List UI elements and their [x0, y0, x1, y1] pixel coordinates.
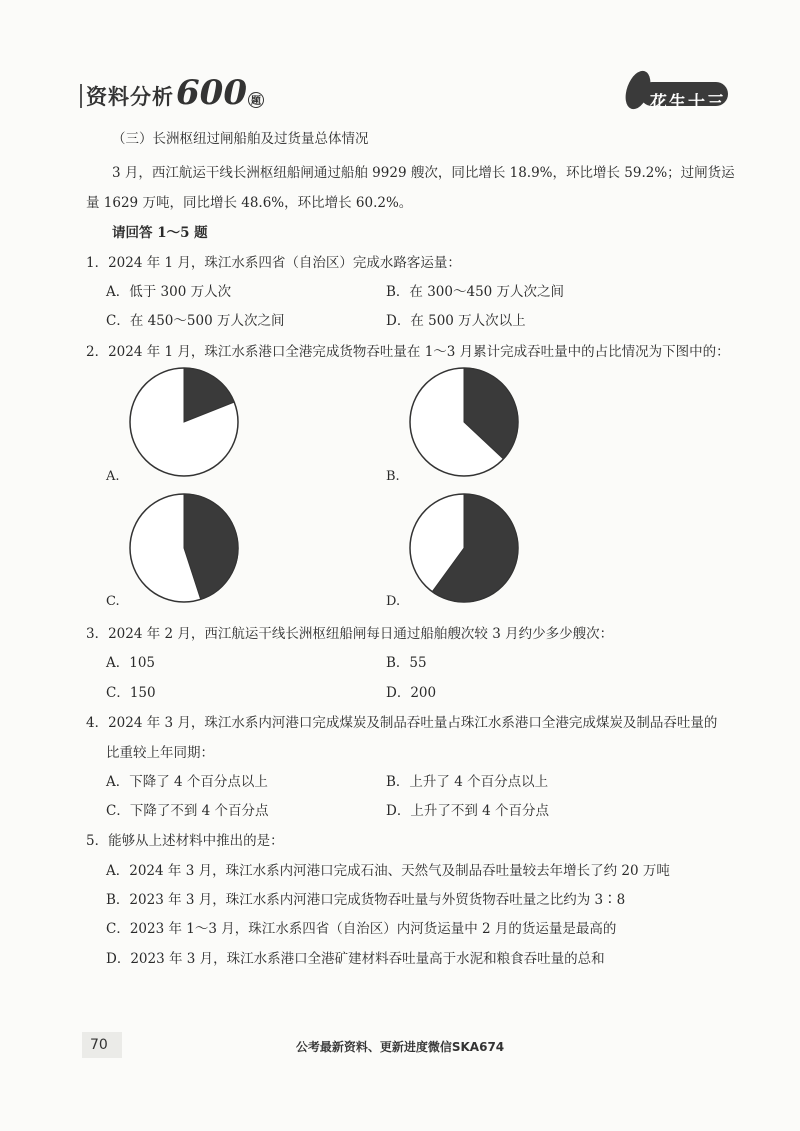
question-1-option-d[interactable]: D．在 500 万人次以上	[386, 313, 526, 329]
section-heading: （三）长洲枢纽过闸船舶及过货量总体情况	[112, 131, 369, 147]
question-3-option-c[interactable]: C．150	[106, 685, 156, 701]
question-1-stem: 1．2024 年 1 月，珠江水系四省（自治区）完成水路客运量：	[86, 255, 461, 271]
question-2-option-d[interactable]: D.	[386, 594, 401, 609]
question-1-option-a[interactable]: A．低于 300 万人次	[106, 284, 232, 300]
question-3-stem: 3．2024 年 2 月，西江航运干线长洲枢纽船闸每日通过船舶艘次较 3 月约少多少艘次：	[86, 626, 614, 642]
question-2-option-c[interactable]: C.	[106, 594, 120, 609]
book-title-number: 600	[176, 73, 247, 113]
question-2-stem: 2．2024 年 1 月，珠江水系港口全港完成货物吞吐量在 1～3 月累计完成吞吐量中的占比情况为下图中的：	[86, 344, 730, 360]
footer-note: 公考最新资料、更新进度微信SKA674	[295, 1040, 505, 1054]
brand-name: 花生十三	[650, 93, 726, 113]
question-5-option-c[interactable]: C．2023 年 1～3 月，珠江水系四省（自治区）内河货运量中 2 月的货运量是最高的	[106, 921, 617, 937]
question-5-option-d[interactable]: D．2023 年 3 月，珠江水系港口全港矿建材料吞吐量高于水泥和粮食吞吐量的总和	[106, 951, 605, 967]
question-5-option-b[interactable]: B．2023 年 3 月，珠江水系内河港口完成货物吞吐量与外贸货物吞吐量之比约为 3∶8	[106, 892, 626, 908]
question-5-option-a[interactable]: A．2024 年 3 月，珠江水系内河港口完成石油、天然气及制品吞吐量较去年增长了约 20 万吨	[106, 863, 670, 879]
question-2-option-a[interactable]: A.	[106, 469, 120, 484]
page-number: 70	[90, 1037, 108, 1053]
pie-chart-d	[408, 492, 520, 604]
material-paragraph-line2: 量 1629 万吨，同比增长 48.6%，环比增长 60.2%。	[86, 195, 413, 211]
question-1-option-c[interactable]: C．在 450～500 万人次之间	[106, 313, 285, 329]
material-paragraph-line1: 3 月，西江航运干线长洲枢纽船闸通过船舶 9929 艘次，同比增长 18.9%，环比增长 59.2%；过闸货运	[112, 165, 735, 181]
question-4-option-c[interactable]: C．下降了不到 4 个百分点	[106, 803, 269, 819]
question-2-option-b[interactable]: B.	[386, 469, 400, 484]
header-divider	[80, 84, 82, 108]
book-title-suffix: 题	[248, 92, 264, 108]
pie-chart-c	[128, 492, 240, 604]
question-instruction: 请回答 1～5 题	[112, 225, 208, 241]
question-4-stem-line1: 4．2024 年 3 月，珠江水系内河港口完成煤炭及制品吞吐量占珠江水系港口全港完成煤炭及制品吞吐量的	[86, 715, 718, 731]
question-3-option-b[interactable]: B．55	[386, 655, 427, 671]
question-1-option-b[interactable]: B．在 300～450 万人次之间	[386, 284, 565, 300]
book-title-text: 资料分析	[86, 84, 174, 109]
question-5-stem: 5．能够从上述材料中推出的是：	[86, 833, 284, 849]
question-4-option-d[interactable]: D．上升了不到 4 个百分点	[386, 803, 549, 819]
question-3-option-d[interactable]: D．200	[386, 685, 437, 701]
book-title	[86, 73, 264, 113]
question-3-option-a[interactable]: A．105	[106, 655, 156, 671]
question-4-option-a[interactable]: A．下降了 4 个百分点以上	[106, 774, 268, 790]
pie-chart-b	[408, 366, 520, 478]
pie-chart-a	[128, 366, 240, 478]
question-4-stem-line2: 比重较上年同期：	[106, 745, 214, 761]
question-4-option-b[interactable]: B．上升了 4 个百分点以上	[386, 774, 549, 790]
